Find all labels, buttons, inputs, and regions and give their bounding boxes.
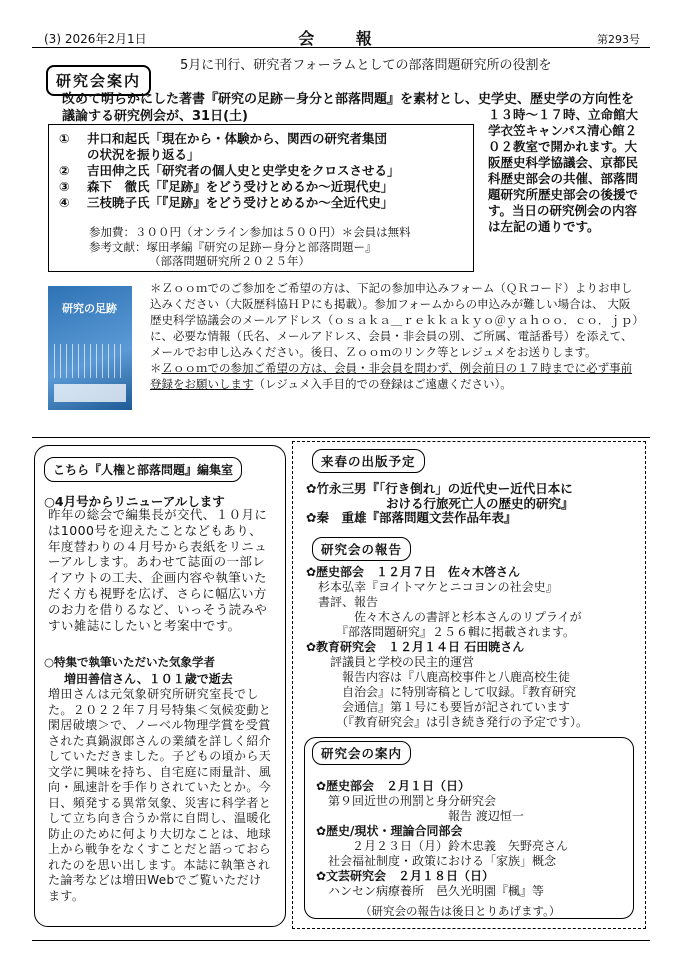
fee-text: 参加費：３００円（オンライン参加は５００円）＊会員は無料 [89, 225, 411, 239]
zoom-text-2: 大阪歴史科学協議会のメールアドレス（ｏｓａｋａ＿ｒｅｋｋａｋｙｏ＠ｙａｈｏｏ．ｃｏ．ｊｐ）に、必要な情報（氏名、メールアドレス、会員・非会員の別、ご所属、電話番号）を添えて、メールでお申し込みください。後日、Ｚｏｏｍのリンク等とレジュメをお送りします。 [150, 297, 639, 359]
report-line: 佐々木さんの書評と杉本さんのリプライが [306, 610, 582, 624]
fee-and-references [89, 225, 411, 269]
book-title: 研究の足跡 [62, 302, 117, 315]
zoom-registration-note: Ｚｏｏｍでの参加ご希望の方は、会員・非会員を問わず、例会前日の１７時までに必ず事前登録をお願いします [150, 361, 633, 391]
guide-line: ✿歴史部会 ２月１日（日） [316, 779, 471, 793]
reference-text: 参考文献：塚田孝編『研究の足跡ー身分と部落問題ー』 [89, 239, 377, 254]
issue-number: 第293号 [597, 33, 640, 46]
publication-list [306, 482, 636, 526]
publication-item-cont: おける行旅死亡人の歴史的研究』 [386, 495, 574, 511]
guide-line: ２月２３日（月）鈴木忠義 矢野亮さん [316, 839, 569, 853]
guide-line: ハンセン病療養所 邑久光明園『楓』等 [316, 884, 545, 898]
section-divider [32, 437, 650, 438]
report-line: 書評、報告 [306, 595, 379, 609]
obituary-text: 増田さんは元気象研究所研究室長でした。２０２２年７月号特集＜気候変動と閑居破壊＞で、ノーベル物理学賞を受賞された真鍋淑郎さんの業績を詳しく紹介していただきました。子どもの頃から天文学に興味を持ち、自宅庭に雨量計、風向・風速計を手作りされていたとか。今日、頻発する異常気象、災害に科学者として立ち向き合うか常に自問し、温暖化防止のために何より大切なことは、地球上から戦争をなくすことだと語っておられたのを思い出します。本誌に執筆された論考などは増田Webでご覧いただけます。 [48, 687, 272, 903]
report-line: 報告内容は『八鹿高校事件と八鹿高校生徒 [306, 670, 571, 684]
guide-line: ✿歴史/現状・理論合同部会 [316, 824, 463, 838]
speaker-list-box [48, 124, 474, 272]
issue-date: (3) 2026年2月1日 [44, 32, 147, 46]
meeting-badge: 研究会案内 [46, 65, 151, 96]
report-list [306, 565, 640, 730]
renewal-heading: ○4月号からリニューアルします [44, 494, 225, 509]
speaker-item: ③ 森下 徹氏「『足跡』をどう受けとめるか～近現代史」 [59, 179, 394, 194]
report-title: 研究会の報告 [312, 537, 411, 561]
obituary-heading: ○特集で執筆いただいた気象学者 [44, 655, 216, 669]
book-cover-image [48, 286, 132, 410]
editorial-title: こちら『人権と部落問題』編集室 [44, 457, 242, 482]
report-line: （『教育研究会』は引き続き発行の予定です）。 [306, 715, 589, 729]
report-line: ✿歴史部会 １２月７日 佐々木啓さん [306, 565, 521, 579]
meeting-intro-line1: 5月に刊行、研究者フォーラムとしての部落問題研究所の役割を [180, 58, 552, 73]
meeting-intro: 改めて明らかにした著書『研究の足跡－身分と部落問題』を素材とし、史学史、歴史学の方向性を議論する研究例会が、31日(土) [62, 92, 635, 124]
zoom-text-1: ＊Ｚｏｏｍでのご参加をご希望の方は、下記の参加申込みフォーム（ＱＲコード）よりお申し込みください（大阪歴科協ＨＰにも掲載）。参加フォームからの申込みが難しい場合は、 [150, 281, 633, 311]
guide-note: （研究会の報告は後日とりあげます。） [360, 904, 561, 918]
speaker-item: の状況を振り返る」 [87, 147, 200, 162]
obituary-subheading: 増田善信さん、１０１歳で逝去 [64, 672, 233, 686]
report-line: 自治会』に特別寄稿として収録。『教育研究 [306, 685, 577, 699]
zoom-note-mark: ＊ [150, 361, 162, 375]
guide-line: ✿文芸研究会 ２月１８日（日） [316, 869, 495, 883]
publication-title: 来春の出版予定 [312, 449, 425, 473]
book-author-lines [54, 344, 126, 378]
report-line: 『部落問題研究』２５６輯に掲載されます。 [306, 625, 576, 639]
footer-rule [32, 940, 650, 941]
report-line: 会通信』第１号にも要旨が記されています [306, 700, 571, 714]
speaker-item: ④ 三枝暁子氏「『足跡』をどう受けとめるか～全近代史」 [59, 195, 394, 210]
report-line: ✿教育研究会 １２月１４日 石田暁さん [306, 640, 525, 654]
meeting-details: １３時～１７時、立命館大学衣笠キャンパス清心館２０２教室で開かれます。大阪歴史科学協議会、京都民科歴史部会の共催、部落問題研究所歴史部会の後援です。当日の研究例会の内容は左記の通りです。 [488, 107, 639, 234]
book-caption-band [54, 384, 126, 402]
zoom-note-tail: （レジュメ入手目的での登録はご遠慮ください）。 [253, 377, 512, 391]
zoom-info [150, 280, 640, 392]
guide-list [316, 779, 626, 899]
renewal-text: 昨年の総会で編集長が交代、１０月には1000号を迎えたことなどもあり、年度替わりの４月号から表紙をリニューアルします。あわせて誌面の一部レイアウトの工夫、企画内容や執筆いただく方も視野を広げ、さらに幅広い方のお力を借りるなど、いっそう読みやすい雑誌にしたいと考案中です。 [48, 507, 268, 633]
speaker-item: ② 吉田伸之氏「研究者の個人史と史学史をクロスさせる」 [59, 163, 400, 178]
report-line: 評議員と学校の民主的運営 [306, 655, 475, 669]
reference-publisher: （部落問題研究所２０２５年） [149, 254, 310, 268]
publication-item: ✿秦 重雄『部落問題文芸作品年表』 [306, 510, 517, 525]
guide-line: 第９回近世の刑罰と身分研究会 [316, 794, 497, 808]
guide-line: 社会福祉制度・政策における「家族」概念 [316, 854, 557, 868]
report-line: 杉本弘幸『ヨイトマケとニコヨンの社会史』 [306, 580, 558, 594]
publication-item: ✿竹永三男『「行き倒れ」の近代史ー近代日本に [306, 481, 573, 496]
guide-title: 研究会の案内 [312, 741, 411, 765]
header-rule [32, 47, 650, 48]
newsletter-title: 会 報 [298, 29, 390, 48]
speaker-item: ① 井口和起氏「現在から・体験から、関西の研究者集団 [59, 131, 388, 146]
guide-line: 報告 渡辺恒一 [316, 809, 524, 823]
